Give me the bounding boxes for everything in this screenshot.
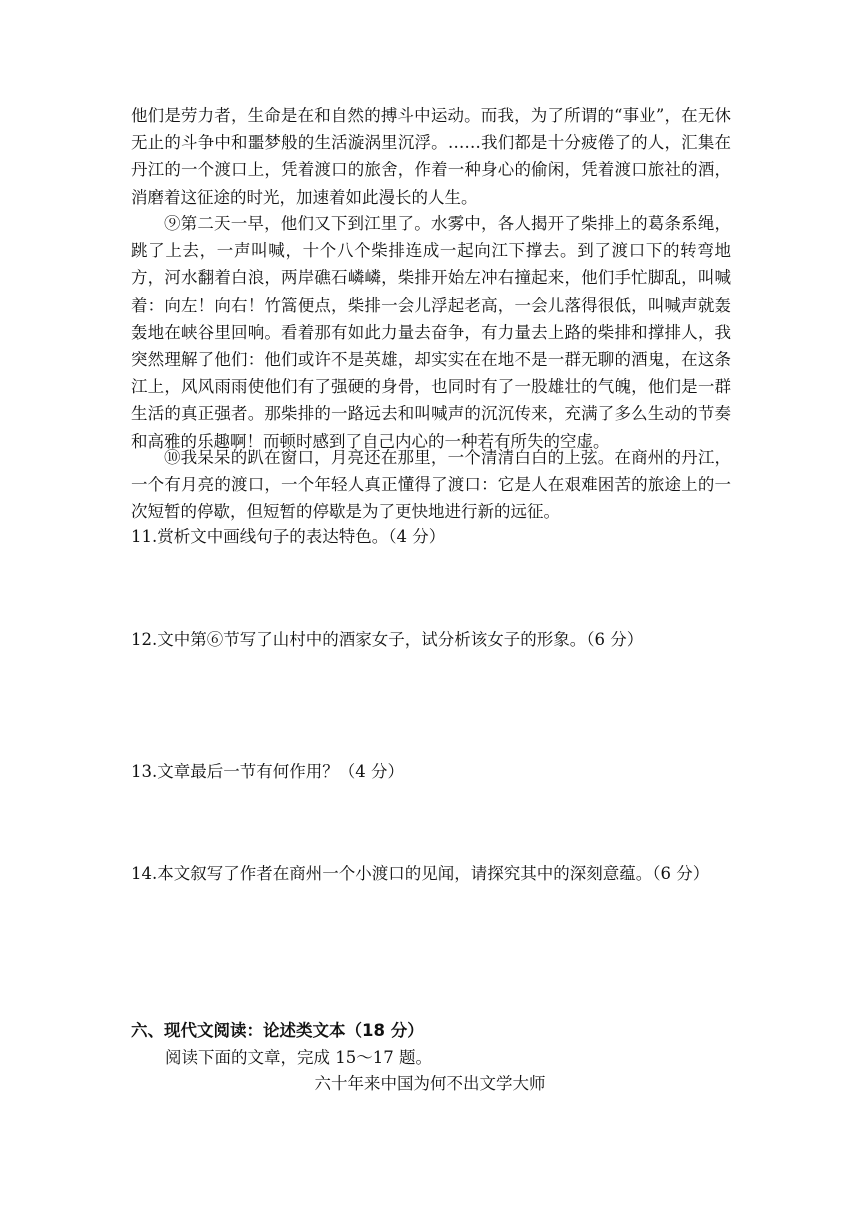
section-6-instruction: 阅读下面的文章，完成 15～17 题。 — [165, 1048, 432, 1067]
passage-paragraph-continued: 他们是劳力者，生命是在和自然的搏斗中运动。而我，为了所谓的“事业”，在无休无止的斗争中和噩梦般的生活漩涡里沉浮。……我们都是十分疲倦了的人，汇集在丹江的一个渡口上，凭着渡口的旅舍，作着一种身心的偷闲，凭着渡口旅社的酒，消磨着这征途的时光，加速着如此漫长的人生。 — [131, 106, 731, 207]
question-13: 13.文章最后一节有何作用？（4 分） — [131, 762, 404, 781]
question-14: 14.本文叙写了作者在商州一个小渡口的见闻，请探究其中的深刻意蕴。（6 分） — [131, 864, 710, 883]
question-12: 12.文中第⑥节写了山村中的酒家女子，试分析该女子的形象。（6 分） — [131, 630, 644, 649]
passage-paragraph-10: ⑩我呆呆的趴在窗口，月亮还在那里，一个清清白白的上弦。在商州的丹江，一个有月亮的渡口，一个年轻人真正懂得了渡口：它是人在艰难困苦的旅途上的一次短暂的停歇，但短暂的停歇是为了更快地进行新的远征。 — [131, 448, 731, 522]
article-title: 六十年来中国为何不出文学大师 — [314, 1074, 546, 1093]
passage-paragraph-9: ⑨第二天一早，他们又下到江里了。水雾中，各人揭开了柴排上的葛条系绳，跳了上去，一声叫喊，十个八个柴排连成一起向江下撑去。到了渡口下的转弯地方，河水翻着白浪，两岸礁石嶙嶙，柴排开始左冲右撞起来，他们手忙脚乱，叫喊着：向左！向右！竹篙便点，柴排一会儿浮起老高，一会儿落得很低，叫喊声就轰轰地在峡谷里回响。看着那有如此力量去奋争，有力量去上路的柴排和撑排人，我突然理解了他们：他们或许不是英雄，却实实在在地不是一群无聊的酒鬼，在这条江上，风风雨雨使他们有了强硬的身骨，也同时有了一股雄壮的气魄，他们是一群生活的真正强者。那柴排的一路远去和叫喊声的沉沉传来，充满了多么生动的节奏和高雅的乐趣啊！而顿时感到了自己内心的一种若有所失的空虚。 — [131, 214, 731, 451]
question-11: 11.赏析文中画线句子的表达特色。（4 分） — [131, 527, 446, 546]
section-6-heading: 六、现代文阅读：论述类文本（18 分） — [131, 1021, 424, 1040]
